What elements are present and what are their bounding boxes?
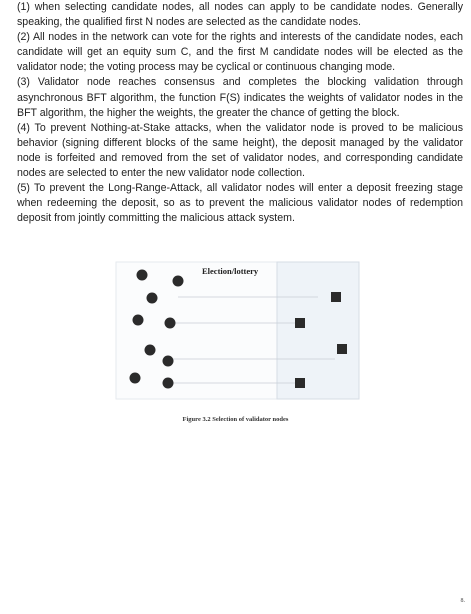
candidate-node	[173, 276, 184, 287]
candidate-node	[130, 373, 141, 384]
validator-node	[295, 318, 305, 328]
candidate-node	[165, 318, 176, 329]
page-number: 8.	[460, 598, 465, 604]
candidate-node	[163, 378, 174, 389]
paragraph-4: (4) To prevent Nothing-at-Stake attacks, when the validator node is proved to be malicious behavior (signing different blocks of the same height), the deposit managed by the validator node is forfeited and removed from the set of validator nodes, and corresponding candidate nodes are selected to enter the new validator node collection.	[17, 121, 463, 180]
candidate-node	[163, 356, 174, 367]
figure-caption: Figure 3.2 Selection of validator nodes	[182, 416, 289, 423]
candidate-node	[147, 293, 158, 304]
candidate-node	[145, 345, 156, 356]
paragraph-3: (3) Validator node reaches consensus and completes the blocking validation through asynchronous BFT algorithm, the function F(S) indicates the weights of validator nodes in the BFT algorithm, the higher the weights, the greater the chance of getting the block.	[17, 76, 463, 119]
candidate-node	[133, 315, 144, 326]
paragraph-1: (1) when selecting candidate nodes, all nodes can apply to be candidate nodes. Generally speaking, the qualified first N nodes are selected as the candidate nodes.	[17, 1, 463, 29]
validator-node	[295, 378, 305, 388]
validator-pool-box	[277, 262, 359, 399]
validator-node	[331, 292, 341, 302]
paragraph-2: (2) All nodes in the network can vote for the rights and interests of the candidate nodes, each candidate will get an equity sum C, and the first M candidate nodes will be elected as the validator node; the voting process may be cyclical or continuous changing mode.	[17, 31, 463, 74]
validator-node	[337, 344, 347, 354]
paragraph-5: (5) To prevent the Long-Range-Attack, all validator nodes will enter a deposit freezing stage when redeeming the deposit, so as to prevent the malicious validator nodes of redemption deposit from jointly committing the malicious attack system.	[17, 182, 463, 225]
candidate-node	[137, 270, 148, 281]
election-lottery-label: Election/lottery	[202, 266, 259, 276]
